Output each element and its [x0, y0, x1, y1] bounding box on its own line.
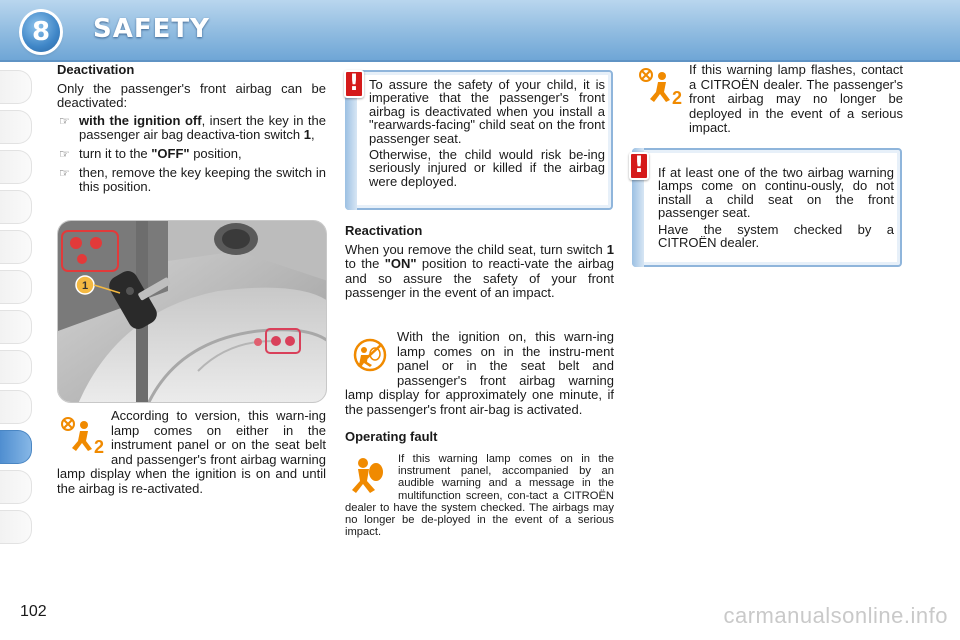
- step-tail: ,: [310, 127, 315, 143]
- child-note-paragraph-2: Otherwise, the child would risk be-ing seriously injured or killed if the airbag were deployed.: [369, 147, 605, 189]
- ignition-lamp-description: With the ignition on, this warn-ing lamp comes on in the instru-ment panel or in the seat belt and passenger's front airbag warning lamp display for approximately one minute, if the passenger's front air-bag is activated.: [345, 329, 614, 417]
- chapter-tab[interactable]: [0, 470, 32, 504]
- step-text: turn it to the: [79, 145, 152, 161]
- float-spacer: [345, 453, 398, 501]
- step-emphasis: with the ignition off: [79, 112, 202, 128]
- child-note-body: [369, 78, 605, 191]
- deactivation-step-3: [57, 166, 326, 195]
- airbag-switch-photo: [57, 220, 327, 403]
- page-header: [0, 0, 960, 62]
- float-spacer: [345, 330, 397, 374]
- deactivation-step-2: [57, 147, 326, 162]
- switch-number: 1: [606, 241, 614, 257]
- reactivation-section: [345, 224, 614, 304]
- left-lamp-description: According to version, this warn-ing lamp comes on either in the instrument panel or on the seat belt and passenger's front airbag warning lamp display when the ignition is on and until the airbag is re-activated.: [57, 408, 326, 496]
- callout-label: 1: [81, 280, 89, 292]
- pointing-hand-icon: ☞: [59, 113, 70, 128]
- chapter-tab[interactable]: [0, 150, 32, 184]
- operating-fault-text: [345, 453, 614, 538]
- deactivation-heading: Deactivation: [57, 62, 135, 77]
- child-note-paragraph-1: To assure the safety of your child, it is imperative that the passenger's front airbag is deactivated when you install a "rearwards-facing" child seat on the front passenger seat.: [369, 77, 605, 146]
- dashboard-illustration: [58, 221, 327, 403]
- step-tail: position,: [189, 145, 242, 161]
- reactivation-text-2: to the: [345, 256, 385, 272]
- warning-lamps-note: [632, 148, 902, 267]
- reactivation-text: [345, 243, 614, 301]
- lamps-note-paragraph-1: If at least one of the two airbag warning lamps come on continu-ously, do not install a child seat on the front passenger seat.: [658, 165, 894, 221]
- lamps-note-paragraph-2: Have the system checked by a CITROËN dealer.: [658, 221, 894, 251]
- switch-number: 1: [303, 127, 311, 143]
- operating-fault-heading: Operating fault: [345, 429, 438, 444]
- pointing-hand-icon: ☞: [59, 165, 70, 180]
- chapter-tab[interactable]: [0, 190, 32, 224]
- flash-lamp-text: [689, 63, 903, 136]
- chapter-tab[interactable]: [0, 270, 32, 304]
- svg-text:2: 2: [94, 437, 104, 455]
- airbag-off-2-icon: [636, 66, 682, 106]
- reactivation-text-3: position to reacti-vate the airbag and so assure the safety of your front passenger in the event of an impact.: [345, 256, 614, 301]
- step-text: then, remove the key keeping the switch in this position.: [79, 164, 326, 195]
- deactivation-step-1: [57, 114, 326, 143]
- exclamation-icon: !: [629, 152, 649, 180]
- child-safety-note: [345, 70, 613, 210]
- step-text: , insert the key in the passenger air bag deactiva-tion switch: [79, 112, 327, 143]
- chapter-badge: 8: [22, 12, 60, 52]
- flash-lamp-description: If this warning lamp flashes, contact a CITROËN dealer. The passenger's front airbag may no longer be deployed in the event of a serious impact.: [689, 62, 903, 136]
- deactivation-section: [57, 63, 326, 199]
- chapter-tab[interactable]: [0, 430, 32, 464]
- chapter-tab[interactable]: [0, 230, 32, 264]
- left-lamp-text: [57, 409, 326, 497]
- page-number: 102: [20, 603, 47, 620]
- chapter-tab[interactable]: [0, 510, 32, 544]
- svg-text:2: 2: [672, 88, 682, 106]
- operating-fault-description: If this warning lamp comes on in the instrument panel, accompanied by an audible warning and a message in the multifunction screen, con-tact a CITROËN dealer to have the system checked. The airbags may no longer be de-ployed in the event of a serious impact.: [345, 453, 614, 539]
- watermark: carmanualsonline.info: [723, 603, 948, 628]
- reactivation-text-1: When you remove the child seat, turn switch: [345, 241, 607, 257]
- chapter-tabs: [0, 62, 34, 577]
- ignition-lamp-text: [345, 330, 614, 418]
- on-label: "ON": [384, 256, 417, 272]
- chapter-tab[interactable]: [0, 390, 32, 424]
- reactivation-heading: Reactivation: [345, 223, 423, 238]
- exclamation-icon: !: [344, 70, 364, 98]
- operating-fault-section: [345, 430, 614, 449]
- chapter-tab[interactable]: [0, 310, 32, 344]
- off-label: "OFF": [151, 145, 190, 161]
- chapter-tab[interactable]: [0, 350, 32, 384]
- pointing-hand-icon: ☞: [59, 146, 70, 161]
- float-spacer: [57, 409, 111, 453]
- chapter-tab[interactable]: [0, 110, 32, 144]
- deactivation-intro: Only the passenger's front airbag can be deactivated:: [57, 80, 326, 111]
- page-title: SAFETY: [93, 14, 210, 44]
- left-lamp-paragraph: [57, 409, 326, 497]
- lamps-note-body: [658, 166, 894, 252]
- chapter-tab[interactable]: [0, 70, 32, 104]
